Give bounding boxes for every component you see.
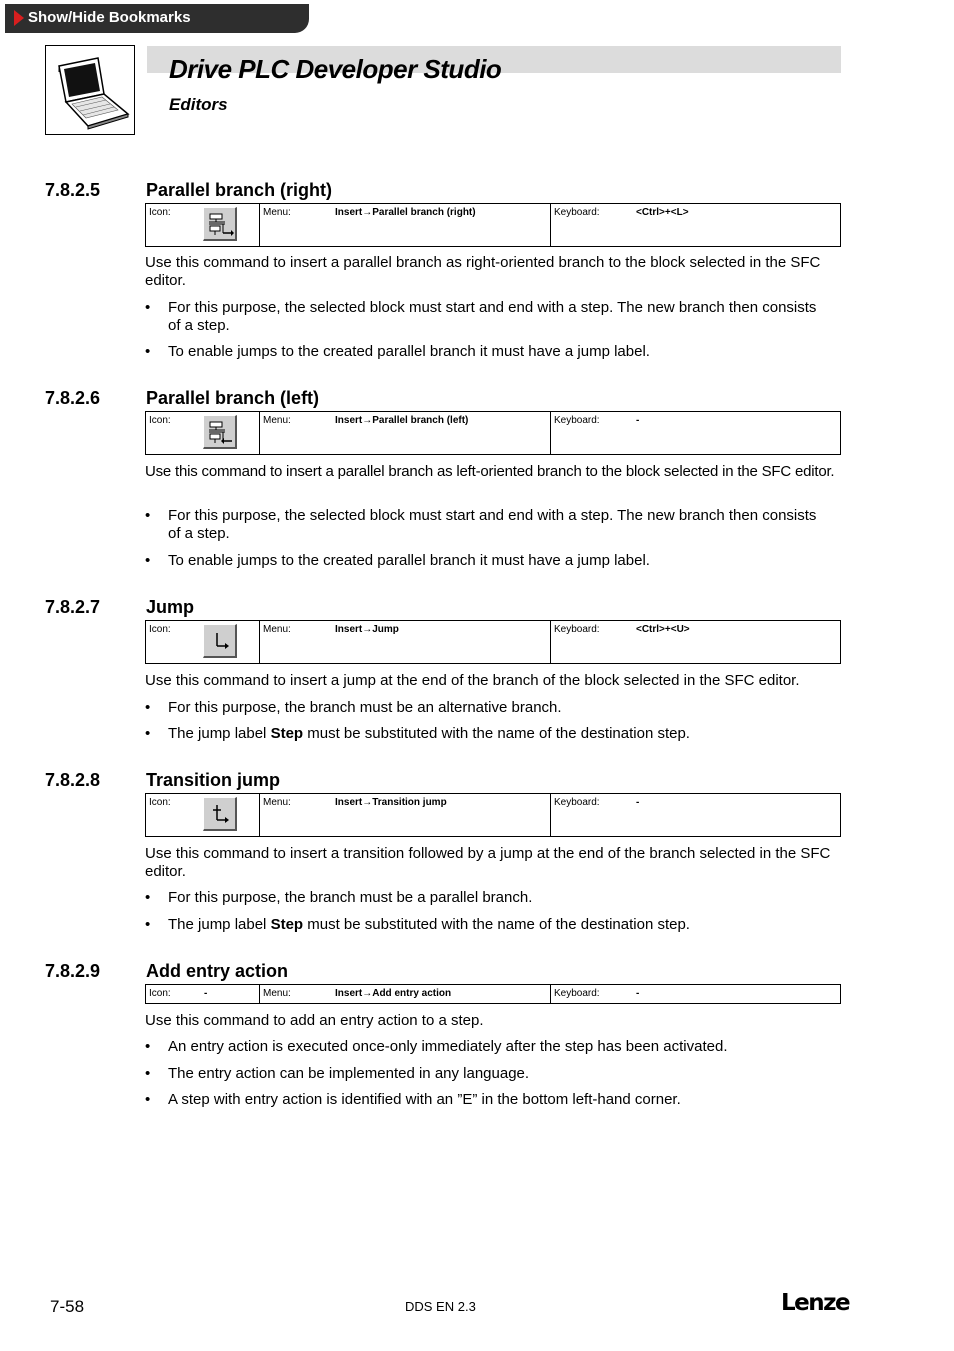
document-id: DDS EN 2.3: [405, 1299, 476, 1314]
menu-path: Insert→Jump: [335, 624, 399, 635]
keyboard-label: Keyboard:: [554, 988, 600, 999]
keyboard-label: Keyboard:: [554, 415, 600, 426]
show-hide-bookmarks-button[interactable]: [5, 4, 309, 33]
menu-path: Insert→Transition jump: [335, 797, 447, 808]
section-description: Use this command to insert a parallel branch as right-oriented branch to the block selected in the SFC editor.: [145, 254, 821, 289]
icon-label: Icon:: [149, 207, 171, 218]
menu-path: Insert→Parallel branch (right): [335, 207, 476, 218]
parallel-branch-right-icon[interactable]: [203, 207, 237, 241]
icon-label: Icon:: [149, 415, 171, 426]
bookmark-tab-label: Show/Hide Bookmarks: [28, 9, 191, 26]
icon-label: Icon:: [149, 797, 171, 808]
section-description: Use this command to insert a jump at the end of the branch of the block selected in the SFC editor.: [145, 672, 800, 689]
laptop-logo-icon: [45, 45, 135, 135]
page-number: 7-58: [50, 1297, 85, 1316]
bookmark-arrow-icon: [14, 10, 24, 26]
keyboard-shortcut: <Ctrl>+<L>: [636, 207, 689, 218]
section-title: Jump: [146, 597, 195, 617]
section-description: Use this command to add an entry action to a step.: [145, 1012, 484, 1029]
menu-label: Menu:: [263, 988, 291, 999]
command-table: [145, 203, 841, 247]
section-number: 7.8.2.6: [45, 388, 101, 408]
transition-jump-icon[interactable]: [203, 797, 237, 831]
page-title: Drive PLC Developer Studio: [169, 54, 502, 84]
section-title: Parallel branch (left): [146, 388, 320, 408]
menu-label: Menu:: [263, 207, 291, 218]
keyboard-shortcut: -: [636, 415, 640, 426]
icon-label: Icon:: [149, 988, 171, 999]
lenze-logo: Lenze: [781, 1290, 850, 1316]
jump-icon[interactable]: [203, 624, 237, 658]
section-number: 7.8.2.9: [45, 961, 101, 981]
command-table: [145, 984, 841, 1004]
keyboard-shortcut: <Ctrl>+<U>: [636, 624, 690, 635]
menu-label: Menu:: [263, 415, 291, 426]
icon-label: Icon:: [149, 624, 171, 635]
command-table: [145, 793, 841, 837]
keyboard-label: Keyboard:: [554, 797, 600, 808]
section-number: 7.8.2.8: [45, 770, 101, 790]
section-title: Parallel branch (right): [146, 180, 333, 200]
menu-path: Insert→Parallel branch (left): [335, 415, 469, 426]
keyboard-shortcut: -: [636, 988, 640, 999]
page-subtitle: Editors: [169, 95, 228, 114]
section-description: Use this command to insert a parallel branch as left-oriented branch to the block selected in the SFC editor.: [145, 463, 835, 480]
command-table: [145, 411, 841, 455]
section-description: Use this command to insert a transition followed by a jump at the end of the branch selected in the SFC editor.: [145, 845, 831, 880]
parallel-branch-left-icon[interactable]: [203, 415, 237, 449]
menu-label: Menu:: [263, 624, 291, 635]
icon-value: -: [204, 988, 208, 999]
keyboard-shortcut: -: [636, 797, 640, 808]
section-number: 7.8.2.7: [45, 597, 101, 617]
section-title: Add entry action: [146, 961, 289, 981]
menu-path: Insert→Add entry action: [335, 988, 452, 999]
section-number: 7.8.2.5: [45, 180, 101, 200]
command-table: [145, 620, 841, 664]
keyboard-label: Keyboard:: [554, 207, 600, 218]
section-title: Transition jump: [146, 770, 281, 790]
keyboard-label: Keyboard:: [554, 624, 600, 635]
menu-label: Menu:: [263, 797, 291, 808]
